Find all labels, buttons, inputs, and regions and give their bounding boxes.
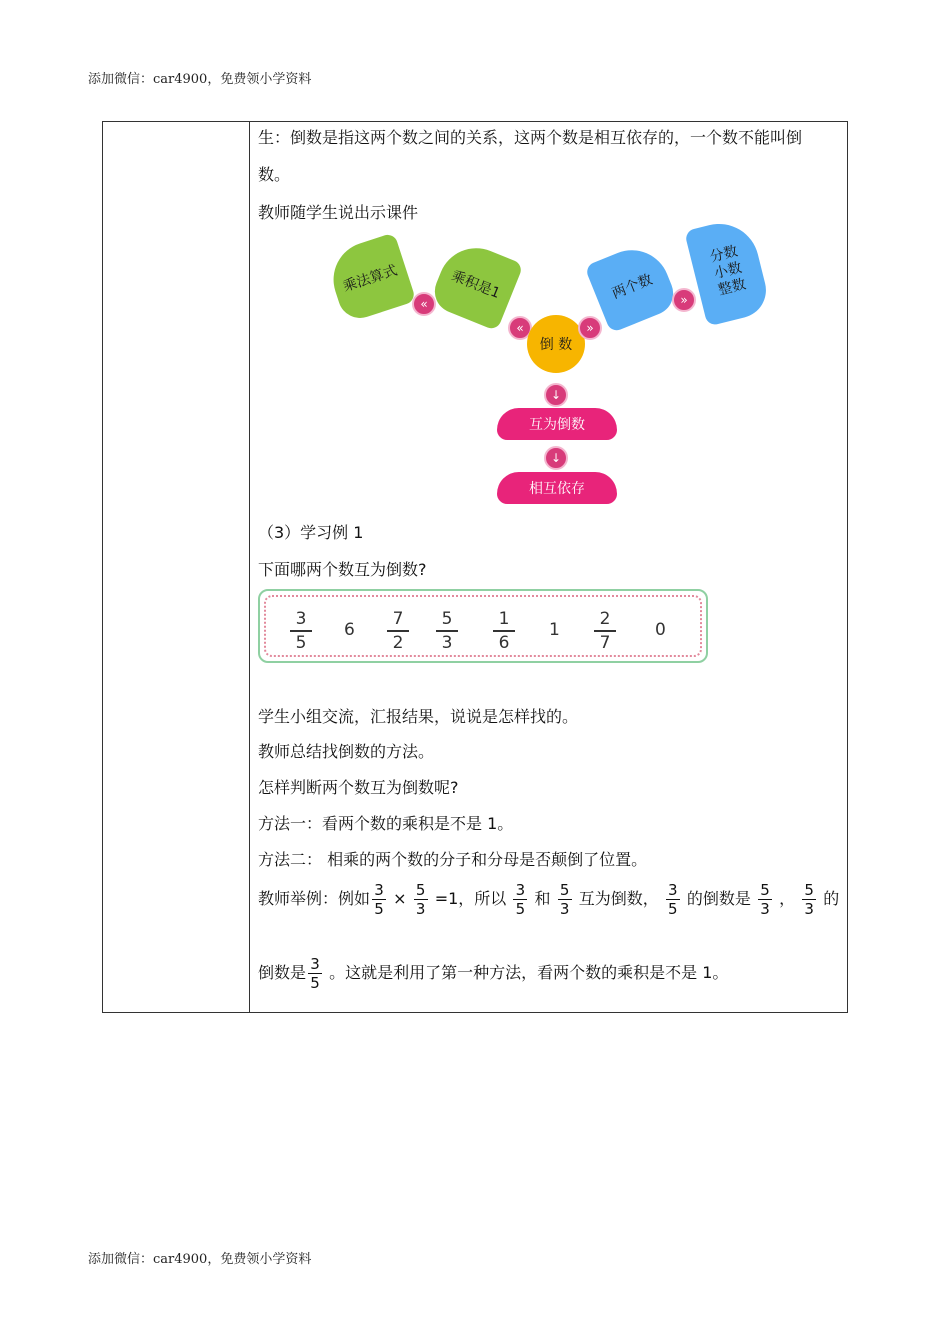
arrow-left-icon: « xyxy=(508,316,532,340)
arrow-down-icon: ↓ xyxy=(544,446,568,470)
numbers-box-inner xyxy=(264,595,702,657)
shape-number-types-fraction: 分数 xyxy=(708,242,740,266)
fraction-3-5 xyxy=(290,609,312,653)
shape-product-one-label: 乘积是1 xyxy=(449,267,503,302)
fraction xyxy=(758,882,772,917)
reciprocal-concept-diagram xyxy=(333,230,763,510)
fraction-bar xyxy=(387,630,409,632)
text-teacher-summary: 教师总结找倒数的方法。 xyxy=(258,742,435,761)
shape-number-types-integer: 整数 xyxy=(716,275,748,299)
shape-product-one xyxy=(428,237,524,331)
text-group-discussion: 学生小组交流，汇报结果，说说是怎样找的。 xyxy=(258,707,579,726)
numerator: 5 xyxy=(559,881,570,899)
shape-number-types-decimal: 小数 xyxy=(712,259,744,282)
student-answer-line1: 生：倒数是指这两个数之间的关系，这两个数是相互依存的，一个数不能叫倒 xyxy=(258,128,803,147)
shape-number-types xyxy=(684,215,772,326)
denominator: 2 xyxy=(392,632,404,653)
center-reciprocal-label: 倒 数 xyxy=(539,337,573,353)
denominator: 5 xyxy=(295,632,307,653)
numerator: 5 xyxy=(804,881,814,899)
denominator: 5 xyxy=(515,900,526,918)
denominator: 3 xyxy=(559,900,570,918)
denominator: 3 xyxy=(804,900,814,918)
fraction-5-3 xyxy=(436,609,458,653)
text-method-two: 方法二： 相乘的两个数的分子和分母是否颠倒了位置。 xyxy=(258,850,648,869)
text-how-to-judge: 怎样判断两个数互为倒数呢? xyxy=(258,778,459,797)
example-title: （3）学习例 1 xyxy=(258,523,364,542)
times-sign: × xyxy=(393,889,407,908)
center-reciprocal xyxy=(527,315,585,373)
numerator: 3 xyxy=(515,881,526,899)
fraction-bar xyxy=(493,630,515,632)
shape-two-numbers-label: 两个数 xyxy=(609,271,655,303)
lesson-table xyxy=(102,121,848,1013)
arrow-right-icon: » xyxy=(578,316,602,340)
denominator: 3 xyxy=(760,900,770,918)
teacher-example-line2 xyxy=(258,956,728,991)
numerator: 1 xyxy=(498,609,510,629)
numerator: 5 xyxy=(441,609,453,629)
numerator: 5 xyxy=(415,881,426,899)
numerator: 2 xyxy=(599,609,611,629)
denominator: 3 xyxy=(415,900,426,918)
page-footer: 添加微信：car4900，免费领小学资料 xyxy=(88,1252,312,1267)
student-answer-line2: 数。 xyxy=(258,165,291,184)
denominator: 3 xyxy=(441,632,453,653)
numerator: 3 xyxy=(374,881,384,899)
denominator: 5 xyxy=(668,900,678,918)
example-text: =1，所以 xyxy=(434,889,507,908)
fraction xyxy=(513,882,527,917)
numerator: 3 xyxy=(310,955,320,973)
fraction-2-7 xyxy=(594,609,616,653)
shape-interdependent-label: 相互依存 xyxy=(529,481,585,497)
number-1: 1 xyxy=(549,620,560,640)
numerator: 3 xyxy=(668,881,678,899)
fraction-7-2 xyxy=(387,609,409,653)
denominator: 5 xyxy=(374,900,384,918)
example-text: 的 xyxy=(823,889,840,908)
page-header: 添加微信：car4900，免费领小学资料 xyxy=(88,72,312,87)
shape-multiplication-label: 乘法算式 xyxy=(341,262,400,296)
numbers-box xyxy=(258,589,708,663)
teacher-example-line1 xyxy=(258,882,839,917)
example-text: 和 xyxy=(534,889,551,908)
column-divider xyxy=(249,122,250,1012)
text-method-one: 方法一：看两个数的乘积是不是 1。 xyxy=(258,814,514,833)
numerator: 5 xyxy=(760,881,770,899)
numerator: 7 xyxy=(392,609,404,629)
example-text: 的倒数是 xyxy=(686,889,751,908)
fraction-bar xyxy=(594,630,616,632)
fraction xyxy=(802,882,816,917)
number-0: 0 xyxy=(655,620,666,640)
shape-mutual-reciprocal xyxy=(497,408,617,440)
arrow-right-icon: » xyxy=(672,288,696,312)
example-text: 倒数是 xyxy=(258,963,307,982)
denominator: 7 xyxy=(599,632,611,653)
shape-multiplication xyxy=(324,232,417,323)
example-text: ， xyxy=(779,889,796,908)
denominator: 6 xyxy=(498,632,510,653)
example-text: 。这就是利用了第一种方法，看两个数的乘积是不是 1。 xyxy=(329,963,729,982)
example-text: 教师举例：例如 xyxy=(258,889,371,908)
numerator: 3 xyxy=(295,609,307,629)
example-text: 互为倒数， xyxy=(578,889,659,908)
shape-interdependent xyxy=(497,472,617,504)
shape-mutual-reciprocal-label: 互为倒数 xyxy=(529,417,585,433)
teacher-note: 教师随学生说出示课件 xyxy=(258,203,419,222)
fraction-bar xyxy=(290,630,312,632)
fraction xyxy=(414,882,428,917)
fraction-bar xyxy=(436,630,458,632)
number-6: 6 xyxy=(344,620,355,640)
example-question: 下面哪两个数互为倒数? xyxy=(258,560,427,579)
fraction xyxy=(308,956,322,991)
fraction-1-6 xyxy=(493,609,515,653)
arrow-down-icon: ↓ xyxy=(544,383,568,407)
fraction xyxy=(666,882,680,917)
fraction xyxy=(558,882,572,917)
denominator: 5 xyxy=(310,974,320,992)
fraction xyxy=(372,882,386,917)
arrow-left-icon: « xyxy=(412,292,436,316)
